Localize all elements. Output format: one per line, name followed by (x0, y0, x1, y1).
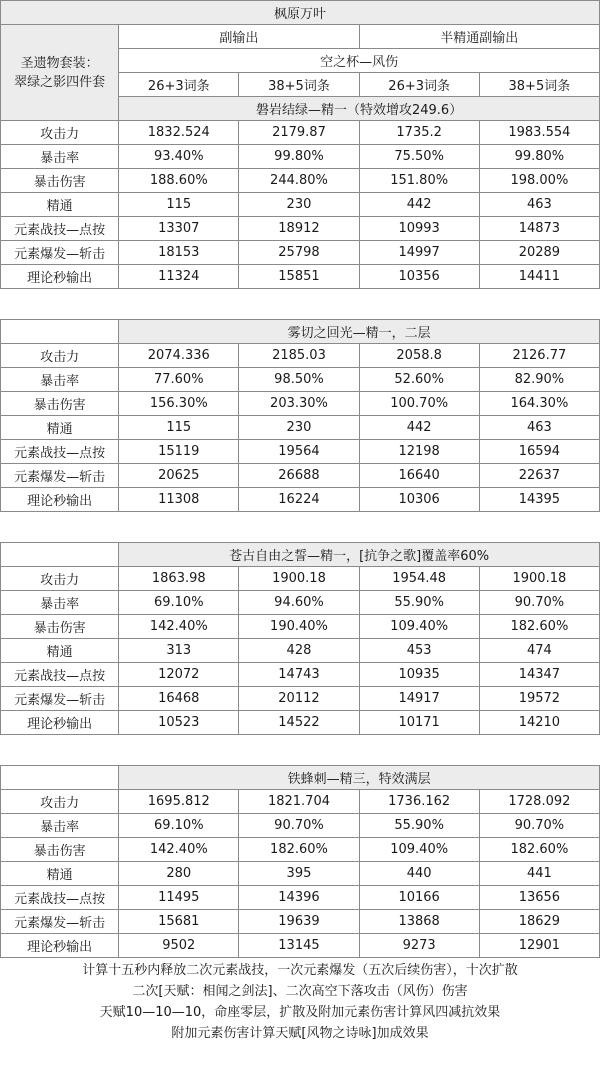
table-row (1, 217, 600, 241)
cell-value: 13656 (479, 886, 599, 910)
cell-value: 14210 (479, 711, 599, 735)
cell-value: 13868 (359, 910, 479, 934)
table-row (1, 193, 600, 217)
cell-value: 75.50% (359, 145, 479, 169)
cell-value: 10523 (119, 711, 239, 735)
table-row (1, 711, 600, 735)
cell-value: 10166 (359, 886, 479, 910)
cell-value: 13145 (239, 934, 359, 958)
cell-value: 18629 (479, 910, 599, 934)
row-label: 元素爆发—斩击 (1, 464, 119, 488)
cell-value: 109.40% (359, 615, 479, 639)
table-row (1, 344, 600, 368)
cell-value: 10306 (359, 488, 479, 512)
substat-header: 38+5词条 (479, 73, 599, 97)
cell-value: 14347 (479, 663, 599, 687)
row-label: 暴击伤害 (1, 169, 119, 193)
table-row (1, 862, 600, 886)
table-row (1, 663, 600, 687)
calculation-notes (0, 958, 600, 1044)
cell-value: 2126.77 (479, 344, 599, 368)
row-label: 暴击伤害 (1, 615, 119, 639)
row-label: 暴击率 (1, 591, 119, 615)
cell-value: 9502 (119, 934, 239, 958)
cell-value: 19639 (239, 910, 359, 934)
cell-value: 1736.162 (359, 790, 479, 814)
table-row (1, 790, 600, 814)
cell-value: 69.10% (119, 814, 239, 838)
table-row (1, 910, 600, 934)
row-label: 暴击伤害 (1, 392, 119, 416)
cell-value: 9273 (359, 934, 479, 958)
cell-value: 463 (479, 193, 599, 217)
cell-value: 98.50% (239, 368, 359, 392)
cell-value: 94.60% (239, 591, 359, 615)
cell-value: 19572 (479, 687, 599, 711)
substat-header: 26+3词条 (359, 73, 479, 97)
table-row (1, 687, 600, 711)
cell-value: 18153 (119, 241, 239, 265)
cell-value: 142.40% (119, 615, 239, 639)
weapon-header: 苍古自由之誓—精一，[抗争之歌]覆盖率60% (119, 543, 600, 567)
cell-value: 100.70% (359, 392, 479, 416)
artifact-set-label-line2: 翠绿之影四件套 (14, 74, 106, 90)
note-line: 附加元素伤害计算天赋[风物之诗咏]加成效果 (171, 1026, 429, 1041)
row-label: 理论秒输出 (1, 265, 119, 289)
cell-value: 16594 (479, 440, 599, 464)
cell-value: 14396 (239, 886, 359, 910)
cell-value: 14743 (239, 663, 359, 687)
table-row (1, 145, 600, 169)
cell-value: 1983.554 (479, 121, 599, 145)
cell-value: 14411 (479, 265, 599, 289)
cell-value: 10935 (359, 663, 479, 687)
row-label: 精通 (1, 862, 119, 886)
table-row (1, 838, 600, 862)
cell-value: 280 (119, 862, 239, 886)
cell-value: 395 (239, 862, 359, 886)
cell-value: 99.80% (479, 145, 599, 169)
cell-value: 1954.48 (359, 567, 479, 591)
table-row (1, 368, 600, 392)
row-label: 元素战技—点按 (1, 440, 119, 464)
cell-value: 1695.812 (119, 790, 239, 814)
cell-value: 440 (359, 862, 479, 886)
section-gap (1, 289, 600, 320)
cell-value: 1728.092 (479, 790, 599, 814)
substat-header: 26+3词条 (119, 73, 239, 97)
cell-value: 230 (239, 416, 359, 440)
table-row (1, 121, 600, 145)
row-label: 攻击力 (1, 121, 119, 145)
cell-value: 463 (479, 416, 599, 440)
cell-value: 10171 (359, 711, 479, 735)
cell-value: 313 (119, 639, 239, 663)
cell-value: 2074.336 (119, 344, 239, 368)
table-row (1, 886, 600, 910)
cell-value: 15851 (239, 265, 359, 289)
table-row (1, 241, 600, 265)
table-row (1, 814, 600, 838)
cell-value: 10356 (359, 265, 479, 289)
cell-value: 142.40% (119, 838, 239, 862)
cell-value: 2185.03 (239, 344, 359, 368)
table-row (1, 591, 600, 615)
section-gap (1, 735, 600, 766)
goblet-header: 空之杯—风伤 (119, 49, 600, 73)
row-label: 暴击伤害 (1, 838, 119, 862)
artifact-set-label-line1: 圣遗物套装： (20, 55, 99, 71)
cell-value: 198.00% (479, 169, 599, 193)
cell-value: 442 (359, 193, 479, 217)
table-row (1, 639, 600, 663)
table-row (1, 169, 600, 193)
cell-value: 99.80% (239, 145, 359, 169)
row-label: 元素战技—点按 (1, 886, 119, 910)
cell-value: 18912 (239, 217, 359, 241)
cell-value: 14522 (239, 711, 359, 735)
cell-value: 14873 (479, 217, 599, 241)
cell-value: 16468 (119, 687, 239, 711)
cell-value: 16640 (359, 464, 479, 488)
weapon-header: 雾切之回光—精一，二层 (119, 320, 600, 344)
cell-value: 115 (119, 193, 239, 217)
cell-value: 82.90% (479, 368, 599, 392)
row-label: 元素爆发—斩击 (1, 241, 119, 265)
substat-header: 38+5词条 (239, 73, 359, 97)
cell-value: 12072 (119, 663, 239, 687)
cell-value: 190.40% (239, 615, 359, 639)
weapon-header: 磐岩结绿—精一（特效增攻249.6） (119, 97, 600, 121)
table-row (1, 488, 600, 512)
cell-value: 188.60% (119, 169, 239, 193)
row-label: 精通 (1, 416, 119, 440)
cell-value: 20625 (119, 464, 239, 488)
cell-value: 2179.87 (239, 121, 359, 145)
row-label: 理论秒输出 (1, 488, 119, 512)
cell-value: 12901 (479, 934, 599, 958)
cell-value: 151.80% (359, 169, 479, 193)
cell-value: 11324 (119, 265, 239, 289)
cell-value: 1735.2 (359, 121, 479, 145)
cell-value: 16224 (239, 488, 359, 512)
row-label: 元素战技—点按 (1, 217, 119, 241)
cell-value: 90.70% (479, 814, 599, 838)
table-row (1, 440, 600, 464)
cell-value: 26688 (239, 464, 359, 488)
row-label: 元素爆发—斩击 (1, 687, 119, 711)
cell-value: 109.40% (359, 838, 479, 862)
cell-value: 20112 (239, 687, 359, 711)
cell-value: 19564 (239, 440, 359, 464)
note-line: 计算十五秒内释放二次元素战技，一次元素爆发（五次后续伤害），十次扩散 (82, 963, 518, 978)
cell-value: 22637 (479, 464, 599, 488)
cell-value: 15119 (119, 440, 239, 464)
cell-value: 2058.8 (359, 344, 479, 368)
row-label: 攻击力 (1, 567, 119, 591)
cell-value: 14917 (359, 687, 479, 711)
cell-value: 10993 (359, 217, 479, 241)
section-gap (1, 512, 600, 543)
cell-value: 20289 (479, 241, 599, 265)
cell-value: 93.40% (119, 145, 239, 169)
row-label: 理论秒输出 (1, 711, 119, 735)
cell-value: 115 (119, 416, 239, 440)
row-label: 元素战技—点按 (1, 663, 119, 687)
build-header-half-em-sub-dps: 半精通副输出 (359, 25, 599, 49)
cell-value: 25798 (239, 241, 359, 265)
cell-value: 14997 (359, 241, 479, 265)
cell-value: 244.80% (239, 169, 359, 193)
cell-value: 90.70% (479, 591, 599, 615)
cell-value: 1863.98 (119, 567, 239, 591)
table-row (1, 265, 600, 289)
table-row (1, 567, 600, 591)
cell-value: 11495 (119, 886, 239, 910)
cell-value: 1821.704 (239, 790, 359, 814)
cell-value: 442 (359, 416, 479, 440)
cell-value: 12198 (359, 440, 479, 464)
cell-value: 203.30% (239, 392, 359, 416)
table-row (1, 392, 600, 416)
cell-value: 1900.18 (239, 567, 359, 591)
cell-value: 441 (479, 862, 599, 886)
artifact-set-label (1, 25, 119, 121)
cell-value: 15681 (119, 910, 239, 934)
build-header-sub-dps: 副输出 (119, 25, 359, 49)
row-label: 精通 (1, 193, 119, 217)
cell-value: 52.60% (359, 368, 479, 392)
table-row (1, 416, 600, 440)
cell-value: 1900.18 (479, 567, 599, 591)
cell-value: 55.90% (359, 814, 479, 838)
cell-value: 11308 (119, 488, 239, 512)
weapon-header: 铁蜂刺—精三，特效满层 (119, 766, 600, 790)
cell-value: 453 (359, 639, 479, 663)
row-label: 暴击率 (1, 145, 119, 169)
row-label: 暴击率 (1, 368, 119, 392)
cell-value: 182.60% (239, 838, 359, 862)
note-line: 天赋10—10—10，命座零层，扩散及附加元素伤害计算风四减抗效果 (99, 1005, 501, 1020)
cell-value: 77.60% (119, 368, 239, 392)
cell-value: 90.70% (239, 814, 359, 838)
cell-value: 474 (479, 639, 599, 663)
row-label: 暴击率 (1, 814, 119, 838)
cell-value: 69.10% (119, 591, 239, 615)
row-label: 元素爆发—斩击 (1, 910, 119, 934)
note-line: 二次[天赋：相闻之剑法]、二次高空下落攻击（风伤）伤害 (132, 984, 468, 999)
cell-value: 1832.524 (119, 121, 239, 145)
cell-value: 230 (239, 193, 359, 217)
cell-value: 14395 (479, 488, 599, 512)
cell-value: 182.60% (479, 615, 599, 639)
row-label: 攻击力 (1, 790, 119, 814)
row-label: 精通 (1, 639, 119, 663)
row-label: 攻击力 (1, 344, 119, 368)
character-title: 枫原万叶 (1, 1, 600, 25)
table-row (1, 615, 600, 639)
table-row (1, 934, 600, 958)
table-row (1, 464, 600, 488)
cell-value: 164.30% (479, 392, 599, 416)
cell-value: 13307 (119, 217, 239, 241)
cell-value: 182.60% (479, 838, 599, 862)
cell-value: 55.90% (359, 591, 479, 615)
cell-value: 428 (239, 639, 359, 663)
cell-value: 156.30% (119, 392, 239, 416)
row-label: 理论秒输出 (1, 934, 119, 958)
